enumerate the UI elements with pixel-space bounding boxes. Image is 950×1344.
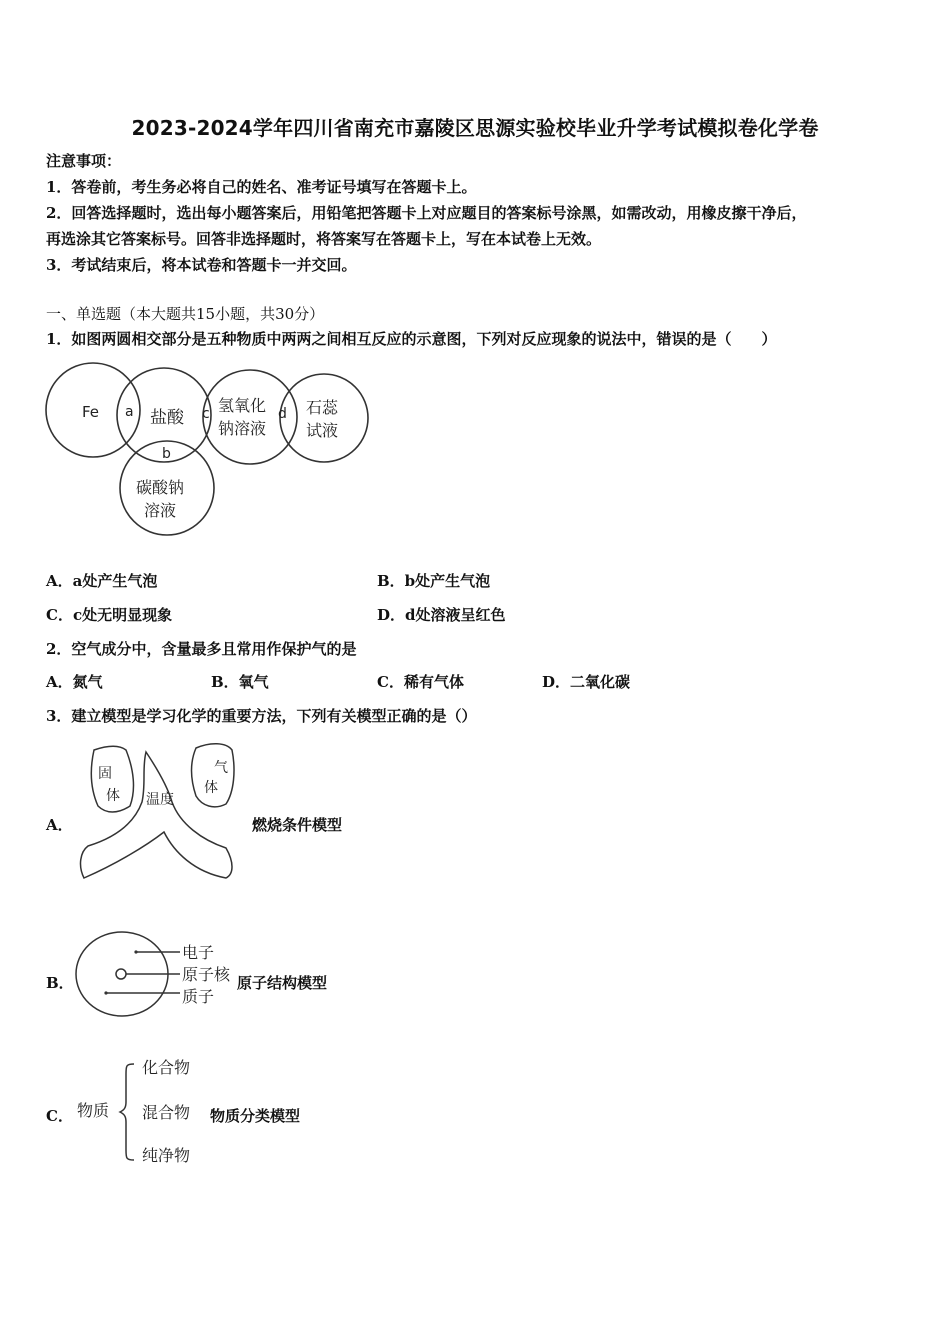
notice-item: 3．考试结束后，将本试卷和答题卡一并交回。 xyxy=(46,256,357,274)
notice-item: 2．回答选择题时，选出每小题答案后，用铅笔把答题卡上对应题目的答案标号涂黑，如需改动，用橡皮擦干净后， xyxy=(46,204,807,222)
section-heading: 一、单选题（本大题共15小题，共30分） xyxy=(46,305,325,323)
combustion-triangle-diagram xyxy=(76,740,246,885)
classification-diagram xyxy=(72,1052,212,1172)
solid-char-1: 固 xyxy=(98,766,112,782)
proton-label: 质子 xyxy=(182,987,215,1006)
temperature-label: 温度 xyxy=(146,792,174,808)
q1-option-c: C．c处无明显现象 xyxy=(46,606,173,624)
label-b: b xyxy=(162,446,171,462)
nucleus-label: 原子核 xyxy=(182,965,231,984)
page-title: 2023-2024学年四川省南充市嘉陵区思源实验校毕业升学考试模拟卷化学卷 xyxy=(131,116,819,140)
label-na2co3-1: 碳酸钠 xyxy=(136,478,185,497)
label-na2co3-2: 溶液 xyxy=(144,501,177,520)
label-hcl: 盐酸 xyxy=(150,408,184,428)
branch-3: 纯净物 xyxy=(142,1146,191,1165)
question-1-stem: 1．如图两圆相交部分是五种物质中两两之间相互反应的示意图，下列对反应现象的说法中，错误的是（ ） xyxy=(46,330,777,348)
proton-dot xyxy=(104,991,107,994)
q3-option-a-caption: 燃烧条件模型 xyxy=(252,816,343,834)
q1-option-d: D．d处溶液呈红色 xyxy=(377,606,506,624)
branch-1: 化合物 xyxy=(142,1058,191,1077)
q3-option-c-label: C． xyxy=(46,1107,73,1125)
solid-char-2: 体 xyxy=(106,788,120,804)
notice-heading: 注意事项： xyxy=(46,152,122,170)
notice-item: 1．答卷前，考生务必将自己的姓名、准考证号填写在答题卡上。 xyxy=(46,178,477,196)
q2-option-c: C．稀有气体 xyxy=(377,673,464,691)
q3-option-b-caption: 原子结构模型 xyxy=(237,974,328,992)
label-litmus-1: 石蕊 xyxy=(306,398,339,417)
electron-dot xyxy=(134,950,137,953)
q2-option-b: B．氧气 xyxy=(211,673,269,691)
question-2-stem: 2．空气成分中，含量最多且常用作保护气的是 xyxy=(46,640,357,658)
notice-item: 再选涂其它答案标号。回答非选择题时，将答案写在答题卡上，写在本试卷上无效。 xyxy=(46,230,602,248)
q3-option-b-label: B． xyxy=(46,974,74,992)
gas-char-2: 体 xyxy=(204,780,218,796)
q3-option-c-caption: 物质分类模型 xyxy=(210,1107,301,1125)
atom-model-diagram xyxy=(72,928,237,1020)
root-label: 物质 xyxy=(77,1101,110,1120)
label-a: a xyxy=(125,404,134,420)
circle-litmus xyxy=(280,374,368,462)
branch-2: 混合物 xyxy=(142,1103,191,1122)
question-3-stem: 3．建立模型是学习化学的重要方法，下列有关模型正确的是（） xyxy=(46,707,477,725)
label-naoh-2: 钠溶液 xyxy=(218,419,267,438)
label-naoh-1: 氢氧化 xyxy=(218,396,267,415)
q3-option-a-label: A． xyxy=(46,816,73,834)
electron-label: 电子 xyxy=(182,943,215,962)
q2-option-d: D．二氧化碳 xyxy=(542,673,631,691)
label-litmus-2: 试液 xyxy=(306,421,339,440)
q2-option-a: A．氮气 xyxy=(46,673,103,691)
label-fe: Fe xyxy=(82,403,100,421)
brace xyxy=(120,1064,134,1160)
gas-char-1: 气 xyxy=(214,760,228,776)
q1-option-a: A．a处产生气泡 xyxy=(46,572,158,590)
label-d: d xyxy=(278,406,287,422)
q1-option-b: B．b处产生气泡 xyxy=(377,572,491,590)
label-c: c xyxy=(202,406,210,422)
reaction-circles-diagram xyxy=(40,360,380,550)
nucleus-circle xyxy=(116,969,126,979)
